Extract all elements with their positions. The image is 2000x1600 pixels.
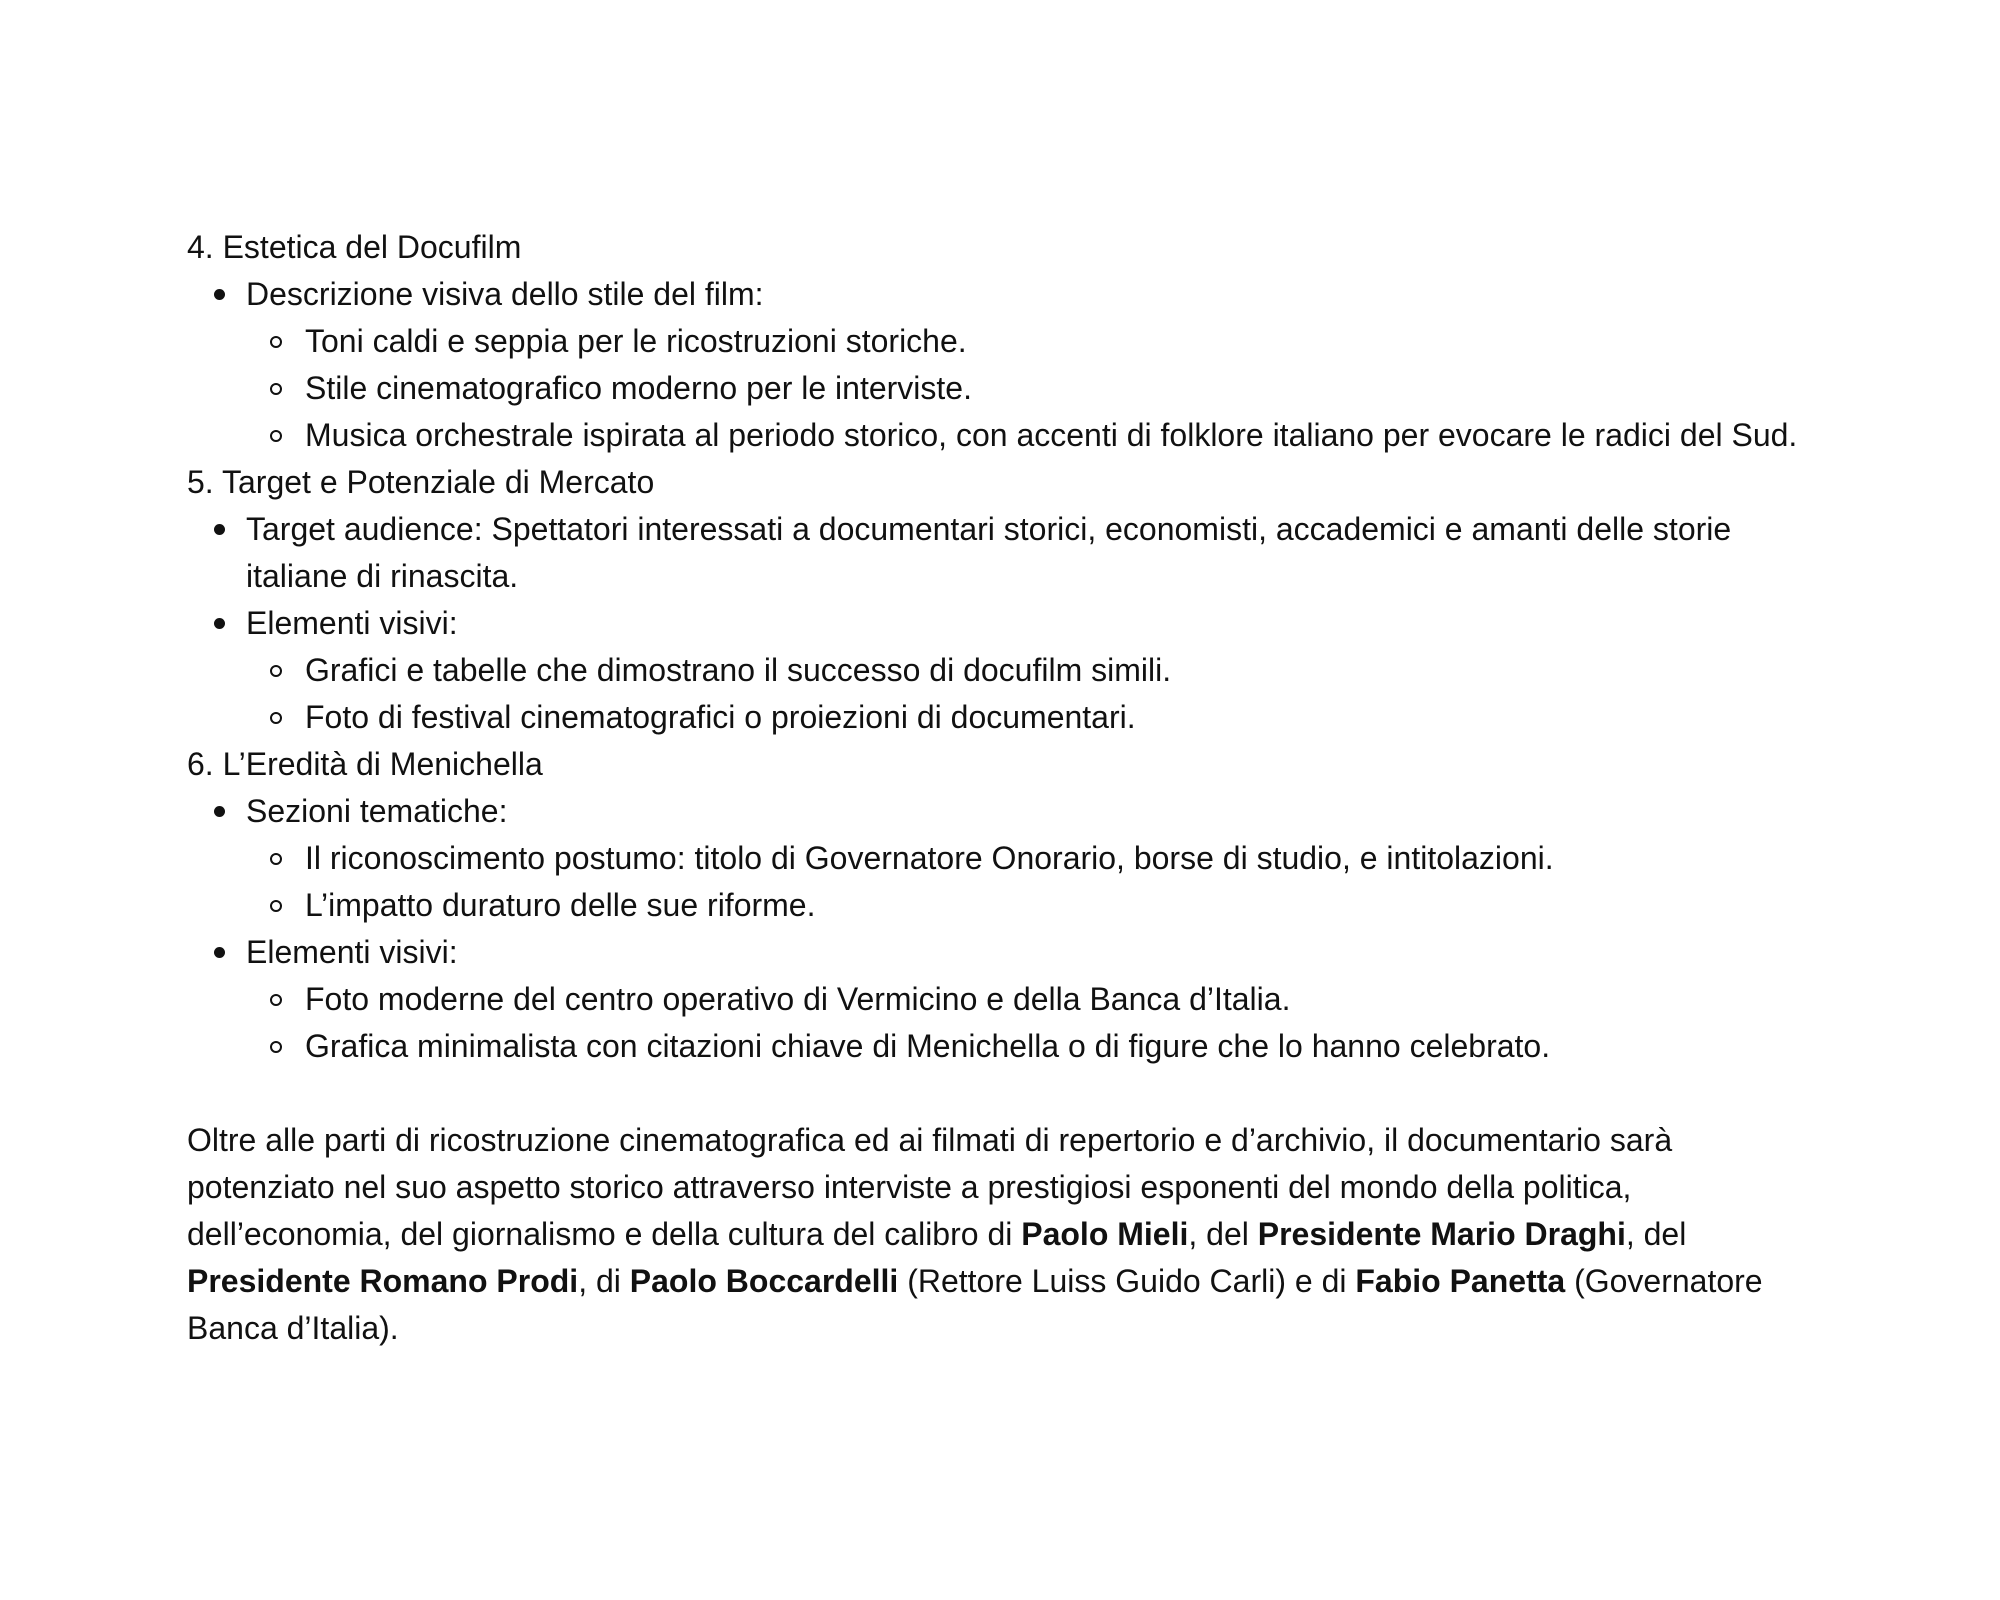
- bullet-circle-icon: [270, 900, 282, 912]
- interviewee-name: Paolo Mieli: [1021, 1216, 1189, 1252]
- bullet-disc-icon: [214, 618, 225, 629]
- interviewee-name: Presidente Romano Prodi: [187, 1263, 579, 1299]
- section-heading: 4. Estetica del Docufilm: [187, 229, 522, 265]
- bullet-circle-icon: [270, 853, 282, 865]
- list-item: [187, 271, 1827, 459]
- sub-list-item-text: Toni caldi e seppia per le ricostruzioni storiche.: [305, 323, 967, 359]
- bullet-list: [187, 271, 1827, 459]
- closing-text: (Rettore Luiss Guido Carli) e di: [898, 1263, 1356, 1299]
- section-target: [187, 459, 1827, 741]
- document-page: [187, 224, 1827, 1352]
- list-item: [187, 600, 1827, 741]
- sub-bullet-list: [246, 976, 1827, 1070]
- sub-list-item: [246, 694, 1827, 741]
- section-estetica: [187, 224, 1827, 459]
- bullet-list: [187, 506, 1827, 741]
- bullet-circle-icon: [270, 712, 282, 724]
- sub-list-item: [246, 1023, 1827, 1070]
- closing-text: , del: [1625, 1216, 1687, 1252]
- closing-text: , del: [1188, 1216, 1258, 1252]
- sub-list-item: [246, 365, 1827, 412]
- closing-text: Oltre alle parti di ricostruzione cinematografica ed ai filmati di repertorio e d’archivio, il documentario sarà potenziato nel suo aspetto storico attraverso interviste a prestigiosi esponenti del mondo della politica, dell’economia, del giornalismo e della cultura del calibro di: [187, 1122, 1673, 1252]
- sub-list-item: [246, 882, 1827, 929]
- closing-paragraph: [187, 1117, 1807, 1352]
- sub-list-item: [246, 835, 1827, 882]
- section-eredita: [187, 741, 1827, 1070]
- list-item: [187, 788, 1827, 929]
- bullet-circle-icon: [270, 1041, 282, 1053]
- sub-list-item-text: Grafici e tabelle che dimostrano il successo di docufilm simili.: [305, 652, 1172, 688]
- closing-text: (Governatore Banca d’Italia).: [187, 1263, 1763, 1346]
- list-item: [187, 506, 1827, 600]
- sub-bullet-list: [246, 647, 1827, 741]
- sub-list-item: [246, 412, 1827, 459]
- interviewee-name: Presidente Mario Draghi: [1257, 1216, 1626, 1252]
- sub-bullet-list: [246, 318, 1827, 459]
- bullet-list: [187, 788, 1827, 1070]
- bullet-circle-icon: [270, 336, 282, 348]
- list-item-text: Elementi visivi:: [246, 605, 458, 641]
- interviewee-name: Paolo Boccardelli: [629, 1263, 899, 1299]
- interviewee-name: Fabio Panetta: [1355, 1263, 1566, 1299]
- list-item-text: Sezioni tematiche:: [246, 793, 508, 829]
- bullet-circle-icon: [270, 383, 282, 395]
- bullet-circle-icon: [270, 430, 282, 442]
- bullet-disc-icon: [214, 947, 225, 958]
- list-item-text: Target audience: Spettatori interessati a documentari storici, economisti, accademici e amanti delle storie italiane di rinascita.: [246, 511, 1732, 594]
- sub-list-item: [246, 976, 1827, 1023]
- sub-list-item: [246, 647, 1827, 694]
- list-item-text: Descrizione visiva dello stile del film:: [246, 276, 764, 312]
- bullet-circle-icon: [270, 665, 282, 677]
- sub-list-item-text: Musica orchestrale ispirata al periodo storico, con accenti di folklore italiano per evocare le radici del Sud.: [305, 417, 1798, 453]
- sub-list-item-text: Stile cinematografico moderno per le interviste.: [305, 370, 972, 406]
- sub-list-item: [246, 318, 1827, 365]
- sub-list-item-text: Grafica minimalista con citazioni chiave di Menichella o di figure che lo hanno celebrato.: [305, 1028, 1551, 1064]
- closing-text: , di: [578, 1263, 630, 1299]
- sub-list-item-text: Foto moderne del centro operativo di Vermicino e della Banca d’Italia.: [305, 981, 1291, 1017]
- bullet-disc-icon: [214, 289, 225, 300]
- section-heading: 5. Target e Potenziale di Mercato: [187, 464, 655, 500]
- list-item: [187, 929, 1827, 1070]
- sub-list-item-text: Foto di festival cinematografici o proiezioni di documentari.: [305, 699, 1136, 735]
- bullet-circle-icon: [270, 994, 282, 1006]
- sub-bullet-list: [246, 835, 1827, 929]
- bullet-disc-icon: [214, 524, 225, 535]
- bullet-disc-icon: [214, 806, 225, 817]
- section-heading: 6. L’Eredità di Menichella: [187, 746, 543, 782]
- list-item-text: Elementi visivi:: [246, 934, 458, 970]
- sub-list-item-text: L’impatto duraturo delle sue riforme.: [305, 887, 816, 923]
- sub-list-item-text: Il riconoscimento postumo: titolo di Governatore Onorario, borse di studio, e intitolazioni.: [305, 840, 1554, 876]
